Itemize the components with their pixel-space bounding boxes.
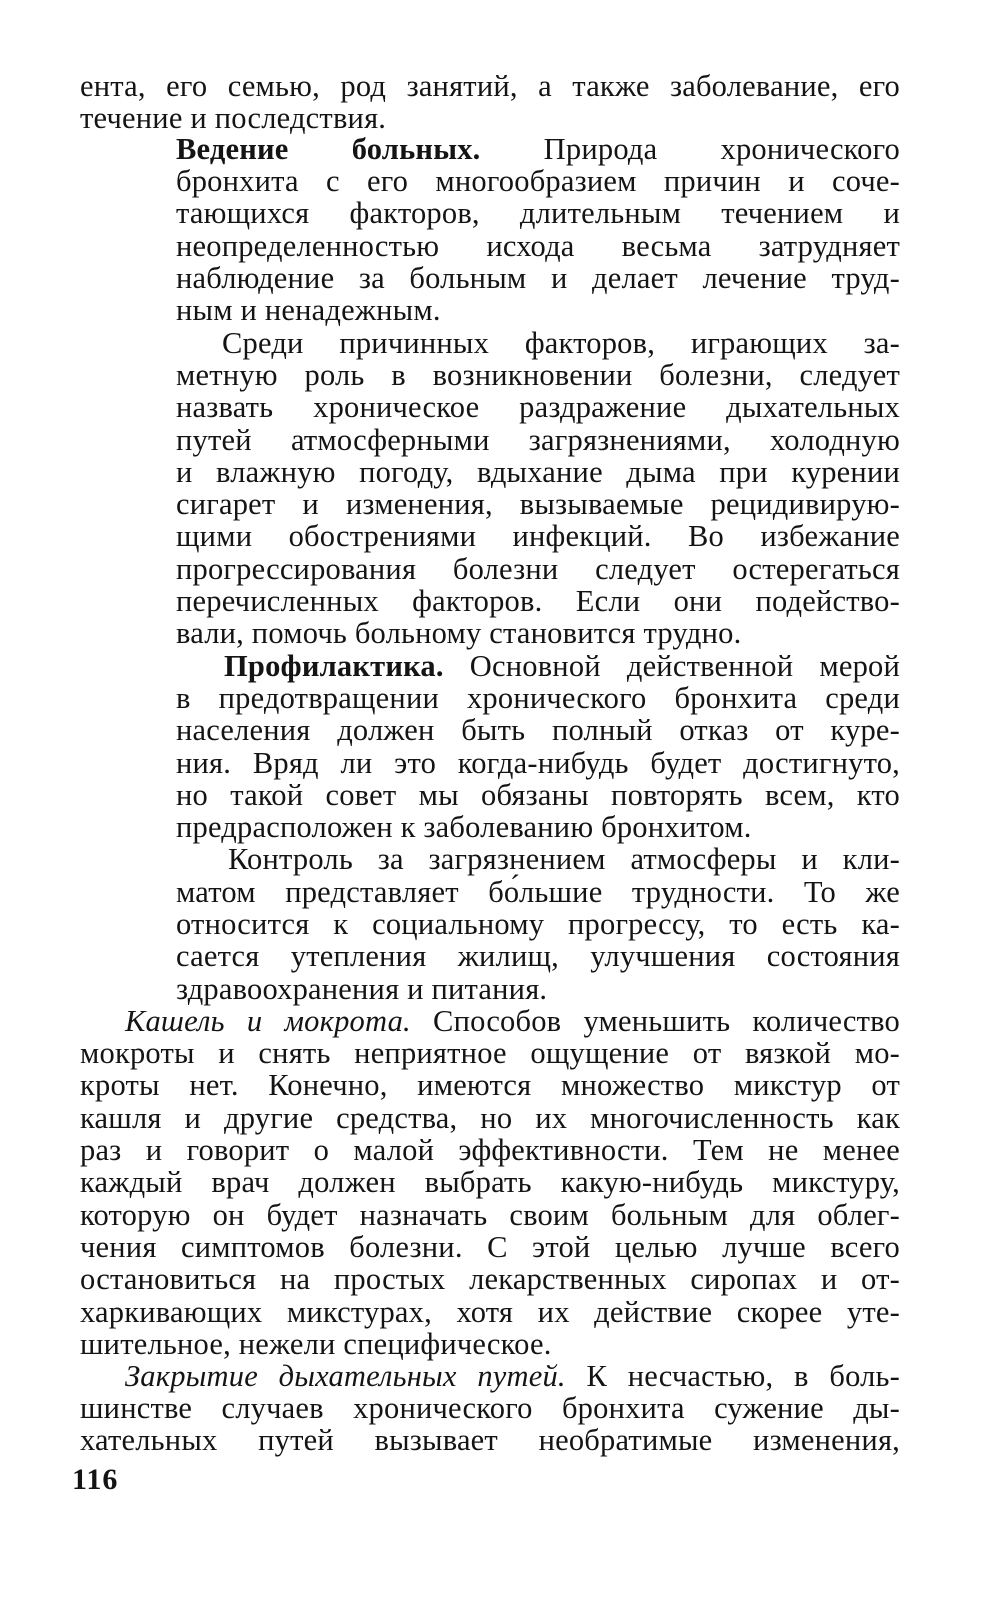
text-line: шительное, нежели специфическое. — [80, 1327, 552, 1361]
text-line: Контроль за загрязнением атмосферы и кли- — [228, 842, 900, 876]
text-line: каждый врач должен выбрать какую-нибудь микстуру, — [80, 1165, 900, 1199]
text-line: назвать хроническое раздражение дыхательных — [176, 390, 900, 424]
paragraph-first-line — [125, 1005, 900, 1038]
text-line: здравоохранения и питания. — [176, 972, 548, 1006]
text-line: шинстве случаев хронического бронхита сужение ды- — [80, 1391, 900, 1425]
text-run: Способов уменьшить количество — [433, 1004, 901, 1038]
text-line: кроты нет. Конечно, имеются множество микстур от — [80, 1068, 900, 1102]
text-line: раз и говорит о малой эффективности. Тем не менее — [80, 1133, 900, 1167]
text-line: хательных путей вызывает необратимые изменения, — [80, 1423, 900, 1457]
text-line: ния. Вряд ли это когда-нибудь будет достигнуто, — [176, 746, 900, 780]
text-line: предрасположен к заболеванию бронхитом. — [176, 810, 752, 844]
text-line: которую он будет назначать своим больным для облег- — [80, 1198, 900, 1232]
text-line: ента, его семью, род занятий, а также заболевание, его — [80, 69, 900, 103]
text-run: К несчастью, в боль- — [586, 1359, 901, 1393]
text-line: неопределенностью исхода весьма затрудняет — [176, 229, 900, 263]
section-heading: Кашель и мокрота. — [125, 1004, 411, 1038]
paragraph-first-line — [176, 133, 900, 166]
text-line: щими обострениями инфекций. Во избежание — [176, 519, 900, 553]
text-line: населения должен быть полный отказ от куре- — [176, 713, 900, 747]
paragraph-first-line — [125, 1360, 900, 1393]
text-line: сается утепления жилищ, улучшения состояния — [176, 939, 900, 973]
text-line: прогрессирования болезни следует остерегаться — [176, 552, 900, 586]
page-number: 116 — [72, 1463, 119, 1496]
text-line: тающихся факторов, длительным течением и — [176, 196, 900, 230]
text-line: наблюдение за больным и делает лечение труд- — [176, 261, 900, 295]
section-heading: Ведение больных. — [176, 132, 481, 166]
text-line: кашля и другие средства, но их многочисленность как — [80, 1101, 900, 1135]
text-line: в предотвращении хронического бронхита среди — [176, 681, 900, 715]
text-line: ным и ненадежным. — [176, 293, 441, 327]
text-line: мокроты и снять неприятное ощущение от вязкой мо- — [80, 1036, 900, 1070]
text-line: перечисленных факторов. Если они подейство- — [176, 584, 900, 618]
section-heading: Профилактика. — [224, 649, 444, 683]
text-line: матом представляет бо́льшие трудности. То же — [176, 875, 900, 909]
text-line: метную роль в возникновении болезни, следует — [176, 358, 900, 392]
text-line: остановиться на простых лекарственных сиропах и от- — [80, 1262, 900, 1296]
text-line: чения симптомов болезни. С этой целью лучше всего — [80, 1230, 900, 1264]
text-line: относится к социальному прогрессу, то есть ка- — [176, 907, 900, 941]
text-line: течение и последствия. — [80, 101, 387, 135]
section-heading: Закрытие дыхательных путей. — [125, 1359, 566, 1393]
text-line: но такой совет мы обязаны повторять всем, кто — [176, 778, 900, 812]
text-line: Среди причинных факторов, играющих за- — [222, 326, 900, 360]
text-run: Природа хронического — [543, 132, 900, 166]
text-line: бронхита с его многообразием причин и соче- — [176, 164, 900, 198]
text-line: харкивающих микстурах, хотя их действие скорее уте- — [80, 1295, 900, 1329]
text-line: вали, помочь больному становится трудно. — [176, 616, 742, 650]
text-run: Основной действенной мерой — [469, 649, 900, 683]
paragraph-first-line — [224, 650, 900, 683]
text-line: и влажную погоду, вдыхание дыма при курении — [176, 455, 900, 489]
text-line: сигарет и изменения, вызываемые рецидивирую- — [176, 487, 900, 521]
text-line: путей атмосферными загрязнениями, холодную — [176, 423, 900, 457]
